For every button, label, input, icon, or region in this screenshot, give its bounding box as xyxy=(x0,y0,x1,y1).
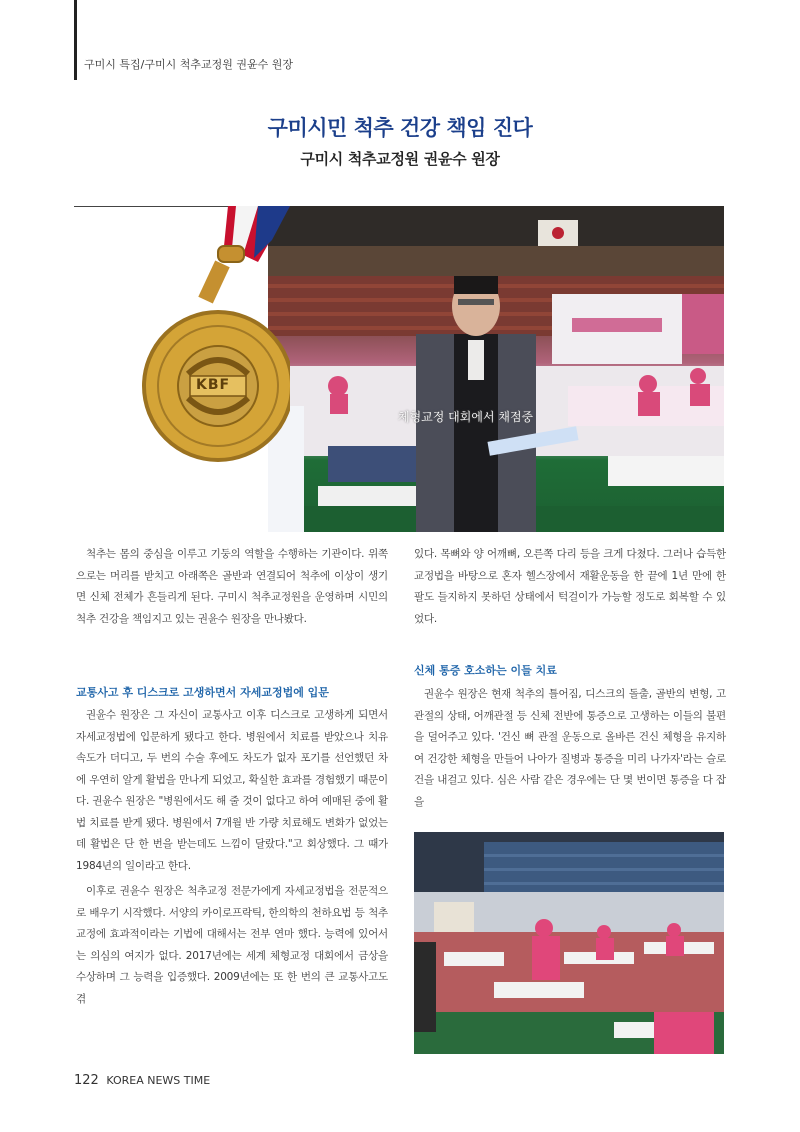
section1-paragraph-2: 이후로 권윤수 원장은 척추교정 전문가에게 자세교정법을 전문적으로 배우기 시작했다. 서양의 카이로프락틱, 한의학의 천하요법 등 척추교정에 효과적이라는 기법에 대해서는 전부 연마 했다. 능력에 있어서는 의심의 여지가 없다. 2017년에는 세계 체형교정 대회에서 금상을 수상하며 그 능력을 입증했다. 2009년에는 또 한 번의 큰 교통사고도 겪 xyxy=(76,885,388,1005)
page-number: 122 xyxy=(74,1073,99,1088)
section1-heading: 교통사고 후 디스크로 고생하면서 자세교정법에 입문 xyxy=(76,686,329,699)
right-column-continuation xyxy=(414,544,726,630)
section1-paragraph-1: 권윤수 원장은 그 자신이 교통사고 이후 디스크로 고생하게 되면서 자세교정법에 입문하게 됐다고 한다. 병원에서 치료를 받았으나 치유 속도가 더디고, 두 번의 수술 후에도 차도가 없자 포기를 선언했던 차에 우연히 알게 활법을 만나게 되었고, 확실한 효과를 경험했기 때문이다. 권윤수 원장은 "병원에서도 해 줄 것이 없다고 하여 예매된 중에 활법 치료를 받게 됐다. 병원에서 7개월 반 가량 치료해도 변화가 없었는데 활법은 단 한 번을 받는데도 느낌이 달랐다."고 회상했다. 그 때가 1984년의 일이라고 한다. xyxy=(76,709,388,872)
magazine-name: KOREA NEWS TIME xyxy=(106,1074,211,1087)
article-subtitle: 구미시 척추교정원 권윤수 원장 xyxy=(300,150,500,168)
event-photo xyxy=(414,832,724,1054)
medal-emblem-text: KBF xyxy=(196,377,231,393)
intro-paragraph xyxy=(76,544,388,630)
section1-body xyxy=(76,705,388,1010)
hero-photo xyxy=(268,206,724,532)
intro-text: 척추는 몸의 중심을 이루고 기둥의 역할을 수행하는 기관이다. 위쪽으로는 머리를 받치고 아래쪽은 골반과 연결되어 척추에 이상이 생기면 신체 전체가 흔들리게 된다. 구미시 척추교정원을 운영하며 시민의 척추 건강을 책임지고 있는 권윤수 원장을 만나봤다. xyxy=(76,548,388,625)
medal-image xyxy=(140,206,290,466)
medal-icon xyxy=(140,206,290,466)
hero-photo-illustration xyxy=(268,206,724,532)
article-title: 구미시민 척추 건강 책임 진다 xyxy=(267,116,533,140)
event-photo-illustration xyxy=(414,832,724,1054)
section2-heading: 신체 통증 호소하는 이들 치료 xyxy=(414,664,557,677)
section2-body xyxy=(414,684,726,813)
header-rule xyxy=(74,0,77,80)
section-label: 구미시 특집/구미시 척추교정원 권윤수 원장 xyxy=(84,58,293,71)
page-footer xyxy=(74,1073,210,1088)
hero-caption: 체형교정 대회에서 채점중 xyxy=(398,410,534,424)
section2-paragraph-1: 권윤수 원장은 현재 척추의 틀어짐, 디스크의 돌출, 골반의 변형, 고관절의 상태, 어깨관절 등 신체 전반에 통증으로 고생하는 이들의 불편을 덜어주고 있다. '건신 뼈 관절 운동으로 올바른 건신 체형을 유지하여 건강한 체형을 만들어 나아가 질병과 통증을 미리 나가자'라는 슬로건을 내걸고 있다. 심은 사람 같은 경우에는 단 몇 번이면 통증을 다 잡을 xyxy=(414,688,726,808)
right-paragraph-1: 있다. 목뼈와 양 어깨뼈, 오른쪽 다리 등을 크게 다쳤다. 그러나 습득한 교정법을 바탕으로 혼자 헬스장에서 재활운동을 한 끝에 1년 만에 한 팔도 들지하지 못하던 상태에서 턱걸이가 가능할 정도로 회복할 수 있었다. xyxy=(414,548,726,625)
